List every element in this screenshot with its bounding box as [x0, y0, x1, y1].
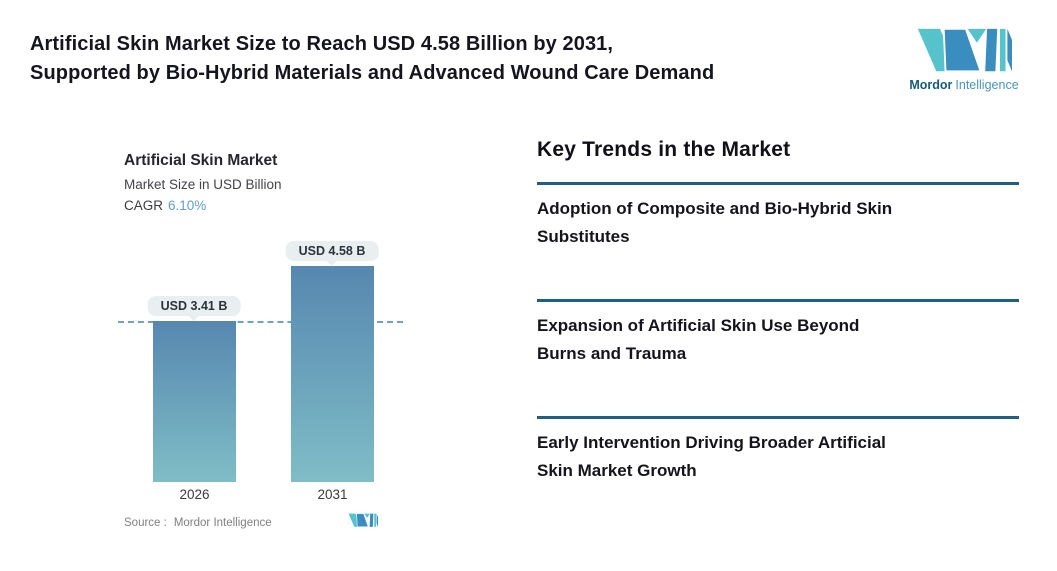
- chart-subtitle: Market Size in USD Billion: [124, 177, 282, 192]
- mordor-logo-mark-icon: [916, 28, 1012, 74]
- bar-value-label-2026: USD 3.41 B: [148, 296, 241, 316]
- brand-name: [909, 78, 1018, 92]
- bar-value-label-2031: USD 4.58 B: [286, 241, 379, 261]
- bar-chart: [118, 240, 408, 502]
- trend-item-1: [537, 182, 1019, 251]
- mordor-logo-mark-small-icon: [348, 513, 378, 533]
- key-trends-heading: Key Trends in the Market: [537, 138, 791, 161]
- x-axis-label-2026: 2026: [179, 487, 210, 502]
- trend-item-3-text: Early Intervention Driving Broader Artificial Skin Market Growth: [537, 433, 886, 480]
- source-line: [124, 517, 272, 529]
- page-title-line1: Artificial Skin Market Size to Reach USD 4.58 Billion by 2031,: [30, 33, 614, 55]
- x-axis-label-2031: 2031: [317, 487, 348, 502]
- trend-item-1-text: Adoption of Composite and Bio-Hybrid Skin Substitutes: [537, 199, 893, 246]
- brand-name-light: Intelligence: [955, 78, 1019, 92]
- page-title-line2: Supported by Bio-Hybrid Materials and Advanced Wound Care Demand: [30, 62, 715, 84]
- source-value: Mordor Intelligence: [173, 517, 272, 529]
- trend-item-2: [537, 299, 1019, 368]
- bar-2031: [291, 266, 374, 482]
- brand-name-bold: Mordor: [909, 78, 953, 92]
- mordor-intelligence-logo: [906, 28, 1022, 92]
- page-title: [30, 30, 714, 88]
- source-label: Source :: [124, 517, 167, 529]
- chart-cagr: [124, 198, 282, 213]
- bar-2026: [153, 321, 236, 482]
- cagr-label: CAGR: [124, 198, 164, 213]
- trend-item-2-text: Expansion of Artificial Skin Use Beyond Burns and Trauma: [537, 316, 860, 363]
- cagr-value: 6.10%: [168, 198, 207, 213]
- chart-title: Artificial Skin Market: [124, 152, 278, 169]
- chart-header: [124, 152, 282, 213]
- trend-item-3: [537, 416, 1019, 485]
- key-trends-panel: [537, 138, 1019, 480]
